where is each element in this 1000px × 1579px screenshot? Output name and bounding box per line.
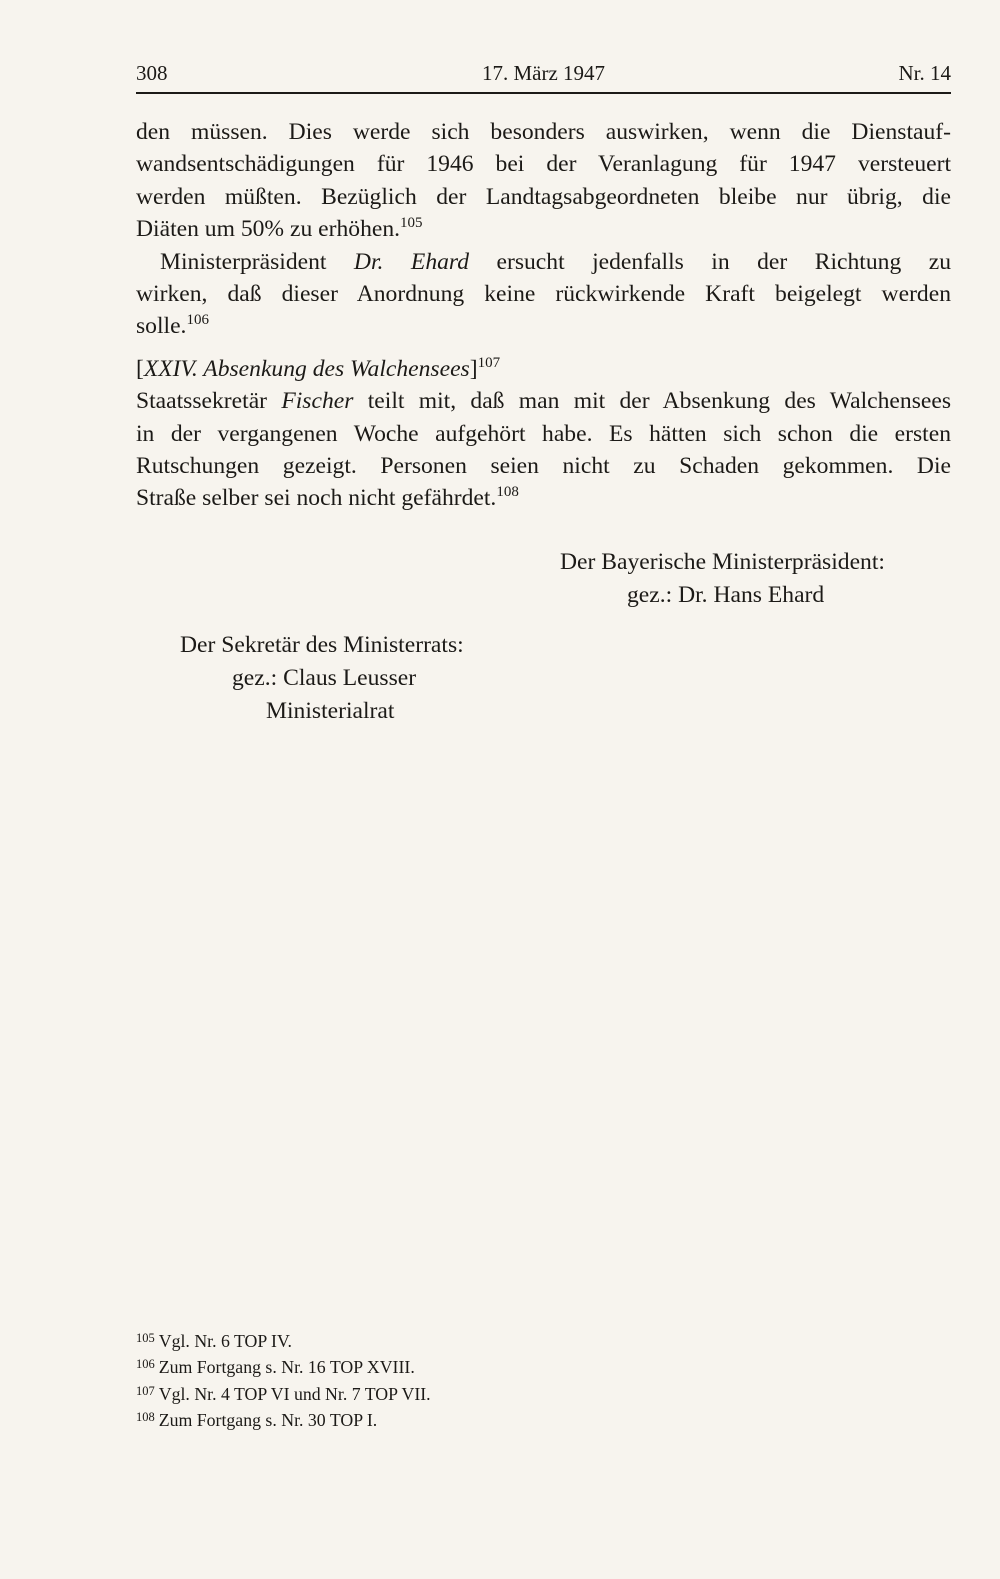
paragraph-fischer xyxy=(136,385,951,515)
text-segment: ersucht jedenfalls in der Richtung zu xyxy=(469,248,951,275)
text-line: wirken, daß dieser Anordnung keine rückwirkende Kraft beigelegt werden xyxy=(136,281,951,308)
text-line xyxy=(136,246,951,278)
footnote xyxy=(136,1380,636,1406)
footnote xyxy=(136,1353,636,1379)
footnote-number: 107 xyxy=(136,1383,155,1398)
footnote-text: Zum Fortgang s. Nr. 30 TOP I. xyxy=(158,1410,378,1431)
text-segment: Staatssekretär xyxy=(136,388,282,415)
running-header xyxy=(136,56,951,90)
signature-name: gez.: Dr. Hans Ehard xyxy=(627,582,825,608)
paragraph-diaeten xyxy=(136,116,951,246)
paragraph-ehard xyxy=(136,246,951,343)
footnote-text: Zum Fortgang s. Nr. 16 TOP XVIII. xyxy=(158,1357,415,1378)
heading-title: XXIV. Absenkung des Walchensees xyxy=(143,355,470,382)
text-line xyxy=(136,482,951,514)
signature-minister-president xyxy=(560,546,960,612)
footnote xyxy=(136,1406,636,1432)
signature-name: gez.: Claus Leusser xyxy=(232,665,417,691)
text-line-content: Diäten um 50% zu erhöhen. xyxy=(136,216,401,243)
header-rule xyxy=(136,92,951,94)
signature-rank: Ministerialrat xyxy=(266,698,395,724)
signature-title: Der Bayerische Ministerpräsident: xyxy=(560,549,885,575)
footnote-number: 105 xyxy=(136,1331,155,1345)
footnote-ref: 105 xyxy=(400,215,423,232)
footnote xyxy=(136,1327,636,1353)
footnote-text: Vgl. Nr. 4 TOP VI und Nr. 7 TOP VII. xyxy=(158,1383,431,1404)
text-line: wandsentschädigungen für 1946 bei der Veranlagung für 1947 versteuert xyxy=(136,151,951,178)
text-line-content: solle. xyxy=(136,313,187,340)
main-text xyxy=(136,116,951,515)
page-number: 308 xyxy=(136,61,168,85)
text-line: den müssen. Dies werde sich besonders auswirken, wenn die Dienstauf- xyxy=(136,119,951,145)
footnote-number: 106 xyxy=(136,1357,155,1372)
footnote-ref: 108 xyxy=(496,484,519,501)
person-name: Dr. Ehard xyxy=(353,248,470,275)
signature-title: Der Sekretär des Ministerrats: xyxy=(180,632,464,658)
text-line: in der vergangenen Woche aufgehört habe. Es hätten sich schon die ersten xyxy=(136,420,951,447)
footnote-ref: 107 xyxy=(477,354,501,371)
bracket-open: [ xyxy=(136,355,144,382)
person-name: Fischer xyxy=(281,388,354,415)
text-line: Rutschungen gezeigt. Personen seien nicht zu Schaden gekommen. Die xyxy=(136,453,951,480)
text-line: werden müßten. Bezüglich der Landtagsabgeordneten bleibe nur übrig, die xyxy=(136,183,951,210)
footnotes xyxy=(136,1327,636,1433)
text-line xyxy=(136,213,951,245)
text-line xyxy=(136,310,951,342)
header-date: 17. März 1947 xyxy=(481,61,606,85)
section-heading xyxy=(136,353,951,385)
text-line xyxy=(136,385,951,417)
footnote-text: Vgl. Nr. 6 TOP IV. xyxy=(158,1331,292,1351)
text-line-content: Straße selber sei noch nicht gefährdet. xyxy=(136,485,497,512)
text-segment: teilt mit, daß man mit der Absenkung des Walchensees xyxy=(353,388,951,415)
document-number: Nr. 14 xyxy=(898,61,951,85)
heading-line xyxy=(136,353,951,385)
signature-secretary xyxy=(180,629,540,728)
footnote-ref: 106 xyxy=(186,312,209,329)
bracket-close: ] xyxy=(469,355,478,382)
footnote-number: 108 xyxy=(136,1410,155,1425)
text-segment: Ministerpräsident xyxy=(160,248,354,275)
